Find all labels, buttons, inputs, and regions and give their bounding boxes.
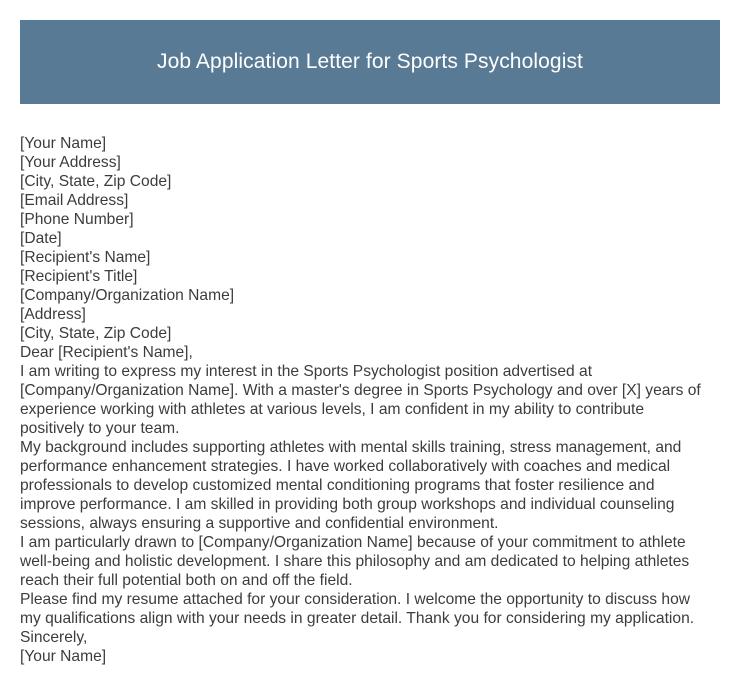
paragraph-line: Please find my resume attached for your consideration. I welcome the opportunity to discuss how bbox=[20, 591, 691, 608]
recipient-title: [Recipient's Title] bbox=[20, 268, 138, 285]
paragraph-line: well-being and holistic development. I share this philosophy and am dedicated to helping athletes bbox=[20, 553, 690, 570]
sender-email: [Email Address] bbox=[20, 192, 129, 209]
closing: Sincerely, bbox=[20, 629, 88, 646]
paragraph-line: sessions, always ensuring a supportive and confidential environment. bbox=[20, 515, 499, 532]
paragraph-background bbox=[20, 438, 725, 533]
paragraph-intro bbox=[20, 362, 725, 438]
sender-address: [Your Address] bbox=[20, 154, 121, 171]
paragraph-line: My background includes supporting athletes with mental skills training, stress management, and bbox=[20, 439, 682, 456]
paragraph-line: professionals to develop customized mental conditioning programs that foster resilience and bbox=[20, 477, 655, 494]
paragraph-motivation bbox=[20, 533, 725, 590]
page-title: Job Application Letter for Sports Psychologist bbox=[157, 50, 583, 73]
recipient-city-state-zip: [City, State, Zip Code] bbox=[20, 325, 172, 342]
paragraph-line: positively to your team. bbox=[20, 420, 180, 437]
paragraph-closing bbox=[20, 590, 725, 628]
salutation: Dear [Recipient's Name], bbox=[20, 344, 193, 361]
paragraph-line: I am writing to express my interest in the Sports Psychologist position advertised at bbox=[20, 363, 593, 380]
paragraph-line: performance enhancement strategies. I have worked collaboratively with coaches and medical bbox=[20, 458, 671, 475]
paragraph-line: improve performance. I am skilled in providing both group workshops and individual counseling bbox=[20, 496, 675, 513]
recipient-address: [Address] bbox=[20, 306, 86, 323]
page-header bbox=[20, 20, 720, 104]
recipient-organization: [Company/Organization Name] bbox=[20, 287, 235, 304]
paragraph-line: my qualifications align with your needs in greater detail. Thank you for considering my application. bbox=[20, 610, 695, 627]
letter-body bbox=[20, 134, 725, 666]
paragraph-line: I am particularly drawn to [Company/Organization Name] because of your commitment to athlete bbox=[20, 534, 686, 551]
paragraph-line: reach their full potential both on and off the field. bbox=[20, 572, 353, 589]
paragraph-line: experience working with athletes at various levels, I am confident in my ability to contribute bbox=[20, 401, 645, 418]
recipient-name: [Recipient's Name] bbox=[20, 249, 151, 266]
sender-city-state-zip: [City, State, Zip Code] bbox=[20, 173, 172, 190]
paragraph-line: [Company/Organization Name]. With a master's degree in Sports Psychology and over [X] years of bbox=[20, 382, 701, 399]
letter-date: [Date] bbox=[20, 230, 62, 247]
signature: [Your Name] bbox=[20, 648, 107, 665]
sender-phone: [Phone Number] bbox=[20, 211, 134, 228]
sender-name: [Your Name] bbox=[20, 135, 107, 152]
